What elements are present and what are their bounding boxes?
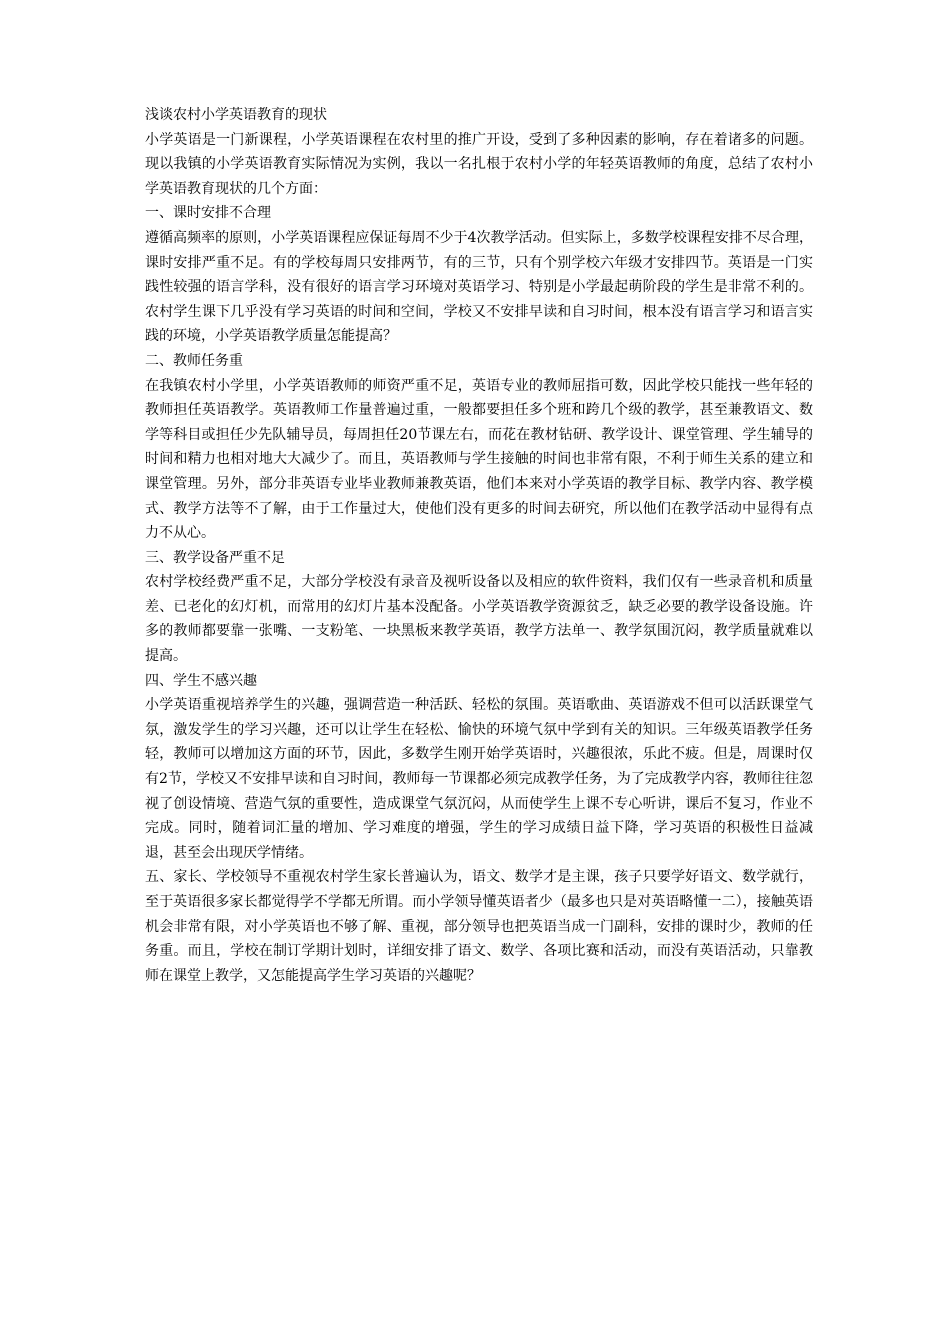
section-body-2: 在我镇农村小学里，小学英语教师的师资严重不足，英语专业的教师屈指可数，因此学校只能找一些年轻的教师担任英语教学。英语教师工作量普遍过重，一般都要担任多个班和跨几个级的教学，甚至兼教语文、数学等科目或担任少先队辅导员，每周担任20节课左右，而花在教材钻研、教学设计、课堂管理、学生辅导的时间和精力也相对地大大减少了。而且，英语教师与学生接触的时间也非常有限，不利于师生关系的建立和课堂管理。另外，部分非英语专业毕业教师兼教英语，他们本来对小学英语的教学目标、教学内容、教学模式、教学方法等不了解，由于工作量过大，使他们没有更多的时间去研究，所以他们在教学活动中显得有点力不从心。 — [145, 377, 813, 542]
document-page — [145, 103, 813, 988]
section-body-1: 遵循高频率的原则，小学英语课程应保证每周不少于4次教学活动。但实际上，多数学校课程安排不尽合理，课时安排严重不足。有的学校每周只安排两节，有的三节，只有个别学校六年级才安排四节。英语是一门实践性较强的语言学科，没有很好的语言学习环境对英语学习、特别是小学最起萌阶段的学生是非常不利的。农村学生课下几乎没有学习英语的时间和空间，学校又不安排早读和自习时间，根本没有语言学习和语言实践的环境，小学英语教学质量怎能提高？ — [145, 229, 813, 345]
section-heading-1: 一、课时安排不合理 — [145, 205, 271, 222]
intro-paragraph: 小学英语是一门新课程，小学英语课程在农村里的推广开设，受到了多种因素的影响，存在着诸多的问题。现以我镇的小学英语教育实际情况为实例，我以一名扎根于农村小学的年轻英语教师的角度，总结了农村小学英语教育现状的几个方面： — [145, 131, 813, 197]
section-heading-2: 二、教师任务重 — [145, 352, 243, 369]
section-heading-4: 四、学生不感兴趣 — [145, 672, 257, 689]
section-heading-3: 三、教学设备严重不足 — [145, 549, 285, 566]
section-body-4: 小学英语重视培养学生的兴趣，强调营造一种活跃、轻松的氛围。英语歌曲、英语游戏不但可以活跃课堂气氛，激发学生的学习兴趣，还可以让学生在轻松、愉快的环境气氛中学到有关的知识。三年级英语教学任务轻，教师可以增加这方面的环节，因此，多数学生刚开始学英语时，兴趣很浓，乐此不疲。但是，周课时仅有2节，学校又不安排早读和自习时间，教师每一节课都必须完成教学任务，为了完成教学内容，教师往往忽视了创设情境、营造气氛的重要性，造成课堂气氛沉闷，从而使学生上课不专心听讲，课后不复习，作业不完成。同时，随着词汇量的增加、学习难度的增强，学生的学习成绩日益下降，学习英语的积极性日益减退，甚至会出现厌学情绪。 — [145, 697, 813, 861]
section-body-3: 农村学校经费严重不足，大部分学校没有录音及视听设备以及相应的软件资料，我们仅有一些录音机和质量差、已老化的幻灯机，而常用的幻灯片基本没配备。小学英语教学资源贫乏，缺乏必要的教学设备设施。许多的教师都要靠一张嘴、一支粉笔、一块黑板来教学英语，教学方法单一、教学氛围沉闷，教学质量就难以提高。 — [145, 574, 813, 665]
final-paragraph: 五、家长、学校领导不重视农村学生家长普遍认为，语文、数学才是主课，孩子只要学好语文、数学就行，至于英语很多家长都觉得学不学都无所谓。而小学领导懂英语者少（最多也只是对英语略懂一二），接触英语机会非常有限，对小学英语也不够了解、重视，部分领导也把英语当成一门副科，安排的课时少，教师的任务重。而且，学校在制订学期计划时，详细安排了语文、数学、各项比赛和活动，而没有英语活动，只靠教师在课堂上教学，又怎能提高学生学习英语的兴趣呢？ — [145, 869, 813, 984]
document-title: 浅谈农村小学英语教育的现状 — [145, 107, 327, 123]
